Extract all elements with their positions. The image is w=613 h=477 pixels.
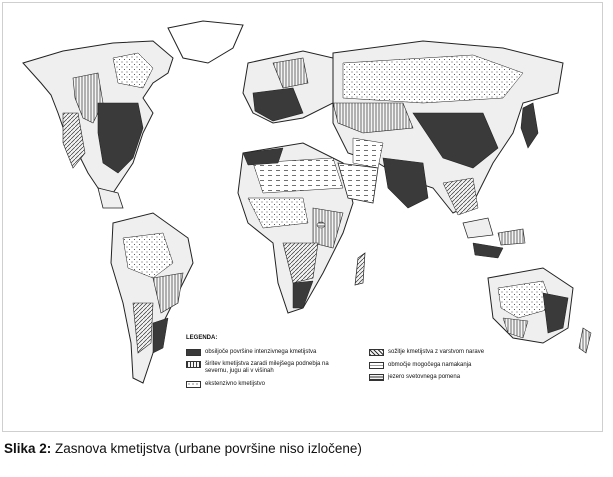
southeast-asia-islands — [463, 218, 525, 258]
legend-item-lakes: jezero svetovnega pomena — [369, 374, 529, 381]
legend-item-marginal: širitev kmetijstva zaradi milejšega podnebja na severnu, jugu ali v višinah — [186, 361, 361, 375]
intensive-swatch-icon — [186, 349, 201, 356]
europe — [243, 51, 333, 123]
figure-frame — [2, 2, 603, 432]
australia — [488, 268, 573, 343]
north-america — [23, 41, 173, 208]
new-zealand — [579, 328, 591, 353]
marginal-swatch-icon — [186, 361, 201, 368]
africa — [238, 143, 353, 313]
madagascar — [355, 253, 365, 285]
legend-item-natural: sožitje kmetijstva z varstvom narave — [369, 349, 529, 356]
legend — [186, 335, 526, 395]
greenland — [168, 21, 243, 63]
figure-caption-text: Zasnova kmetijstva (urbane površine niso izločene) — [51, 441, 362, 456]
legend-title: LEGENDA: — [186, 335, 218, 341]
figure-label: Slika 2: — [4, 441, 52, 456]
irrigation-swatch-icon — [369, 362, 384, 369]
extensive-swatch-icon — [186, 381, 201, 388]
natural-swatch-icon — [369, 349, 384, 356]
legend-item-intensive: obsiljoče površine intenzivnega kmetijstva — [186, 349, 356, 356]
south-america — [111, 213, 193, 383]
legend-item-extensive: ekstenzivno kmetijstvo — [186, 381, 356, 388]
japan — [521, 103, 538, 148]
legend-item-irrigation: območje mogočega namakanja — [369, 362, 529, 369]
lakes-swatch-icon — [369, 374, 384, 381]
figure-caption — [4, 441, 362, 456]
